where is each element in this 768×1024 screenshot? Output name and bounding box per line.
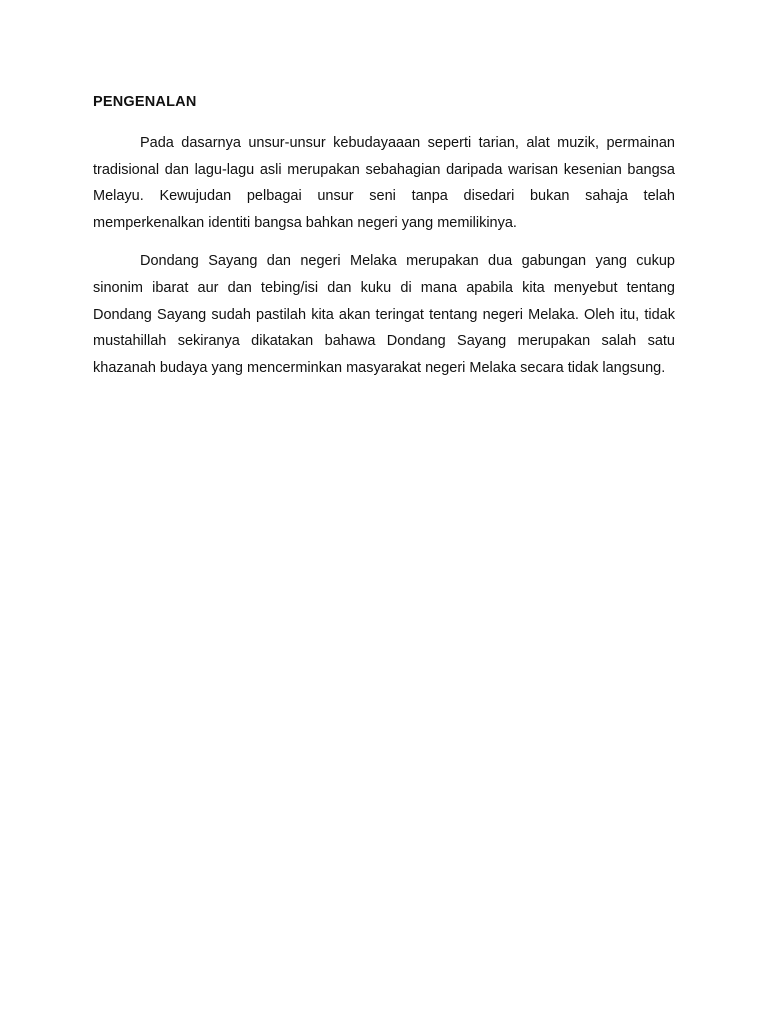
paragraph-1: Pada dasarnya unsur-unsur kebudayaaan seperti tarian, alat muzik, permainan tradisional dan lagu-lagu asli merupakan sebahagian daripada warisan kesenian bangsa Melayu. Kewujudan pelbagai unsur seni tanpa disedari bukan sahaja telah memperkenalkan identiti bangsa bahkan negeri yang memilikinya. <box>93 135 675 231</box>
document-body <box>93 92 675 393</box>
section-heading: PENGENALAN <box>93 94 197 110</box>
paragraph-2: Dondang Sayang dan negeri Melaka merupakan dua gabungan yang cukup sinonim ibarat aur dan tebing/isi dan kuku di mana apabila kita menyebut tentang Dondang Sayang sudah pastilah kita akan teringat tentang negeri Melaka. Oleh itu, tidak mustahillah sekiranya dikatakan bahawa Dondang Sayang merupakan salah satu khazanah budaya yang mencerminkan masyarakat negeri Melaka secara tidak langsung. <box>93 253 675 376</box>
